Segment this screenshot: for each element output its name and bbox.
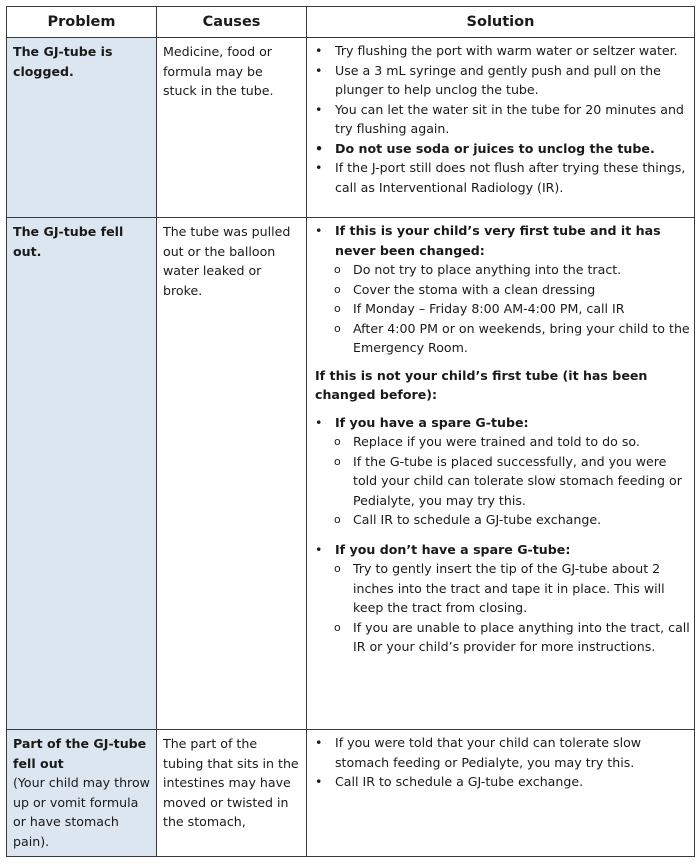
table-row: [7, 730, 695, 857]
solution-group: [311, 221, 690, 358]
solution-item: • If the J-port still does not flush after trying these things, call as Interventional Radiology (IR).: [311, 158, 690, 197]
problem-cell: [7, 730, 157, 857]
sub-item: o If you are unable to place anything into the tract, call IR or your child’s provider for more instructions.: [311, 618, 690, 657]
spare-heading: If you have a spare G-tube:: [335, 414, 529, 430]
table-row: [7, 38, 695, 218]
problem-text: Part of the GJ-tube fell out: [13, 736, 147, 771]
problem-text: The GJ-tube fell out.: [13, 224, 124, 259]
table-row: [7, 218, 695, 730]
sub-item: o If the G-tube is placed successfully, and you were told your child can tolerate slow stomach feeding or Pedialyte, you may try this.: [311, 452, 690, 511]
sub-item: o Try to gently insert the tip of the GJ-tube about 2 inches into the tract and tape it in place. This will keep the tract from closing.: [311, 559, 690, 618]
solution-item: • Use a 3 mL syringe and gently push and pull on the plunger to help unclog the tube.: [311, 61, 690, 100]
solution-item-warning: • Do not use soda or juices to unclog the tube.: [311, 139, 690, 159]
header-causes: Causes: [157, 7, 307, 38]
solution-item: • You can let the water sit in the tube for 20 minutes and try flushing again.: [311, 100, 690, 139]
problem-text: The GJ-tube is clogged.: [13, 44, 113, 79]
header-problem: Problem: [7, 7, 157, 38]
problem-note: (Your child may throw up or vomit formula or have stomach pain).: [13, 775, 150, 849]
problem-cell: [7, 218, 157, 730]
solution-cell: [307, 730, 695, 857]
sub-item: o Replace if you were trained and told to do so.: [311, 432, 690, 452]
cause-cell: The tube was pulled out or the balloon water leaked or broke.: [157, 218, 307, 730]
solution-cell: [307, 38, 695, 218]
solution-item: • Call IR to schedule a GJ-tube exchange.: [311, 772, 690, 792]
sub-item: o Do not try to place anything into the tract.: [311, 260, 690, 280]
header-row: [7, 7, 695, 38]
no-spare-heading: If you don’t have a spare G-tube:: [335, 541, 571, 557]
sub-item: o Cover the stoma with a clean dressing: [311, 280, 690, 300]
cause-cell: The part of the tubing that sits in the intestines may have moved or twisted in the stomach,: [157, 730, 307, 857]
not-first-heading: If this is not your child’s first tube (it has been changed before):: [315, 367, 648, 402]
problem-cell: [7, 38, 157, 218]
solution-cell: [307, 218, 695, 730]
cause-cell: Medicine, food or formula may be stuck in the tube.: [157, 38, 307, 218]
sub-item: o If Monday – Friday 8:00 AM-4:00 PM, call IR: [311, 299, 690, 319]
troubleshooting-table: [6, 6, 695, 857]
sub-item: o Call IR to schedule a GJ-tube exchange.: [311, 510, 690, 530]
solution-group: [311, 540, 690, 657]
sub-item: o After 4:00 PM or on weekends, bring your child to the Emergency Room.: [311, 319, 690, 358]
solution-group: [311, 413, 690, 530]
first-tube-heading: If this is your child’s very first tube and it has never been changed:: [335, 223, 661, 258]
solution-item: • Try flushing the port with warm water or seltzer water.: [311, 41, 690, 61]
solution-item: • If you were told that your child can tolerate slow stomach feeding or Pedialyte, you may try this.: [311, 733, 690, 772]
header-solution: Solution: [307, 7, 695, 38]
